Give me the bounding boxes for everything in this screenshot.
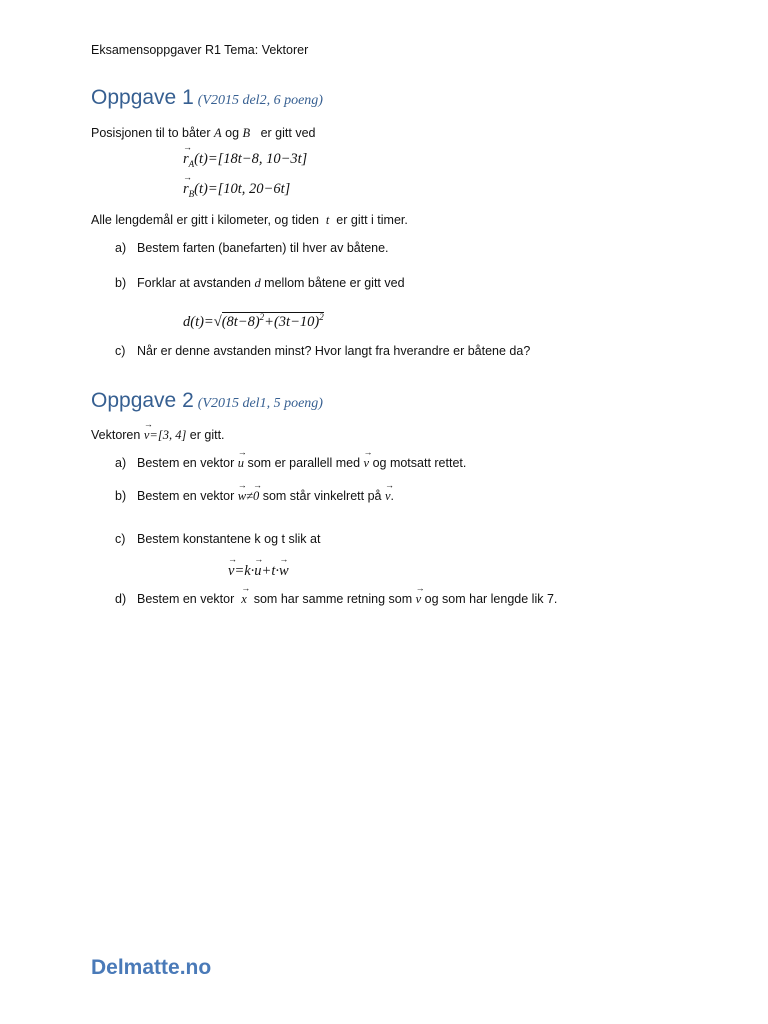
task1-units-post: er gitt i timer. <box>336 213 408 227</box>
task2-item-d <box>115 592 557 607</box>
task2-d-label: d) <box>115 592 127 606</box>
equation-rb-lhs: → r <box>183 181 189 198</box>
radicand-exp-1: 2 <box>259 312 265 322</box>
equation-distance <box>183 312 324 331</box>
task2-d-mid: som har samme retning som <box>253 592 413 606</box>
task1-title: Oppgave 1 <box>91 86 194 109</box>
task2-b-neq: ≠ <box>246 489 253 503</box>
task1-units <box>91 213 408 228</box>
eq-v: → v <box>228 563 234 580</box>
task1-intro-b: B <box>242 126 251 140</box>
task1-units-t: t <box>325 213 330 227</box>
task2-d-v: → v <box>416 592 422 607</box>
task2-a-pre: Bestem en vektor <box>137 456 235 470</box>
page-header: Eksamensoppgaver R1 Tema: Vektorer <box>91 43 309 57</box>
footer-logo-text: Delmatte.no <box>91 956 212 979</box>
task1-intro-a: A <box>214 126 222 140</box>
equation-rb-rhs: (t)=[10t, 20−6t] <box>194 181 291 197</box>
task2-meta: (V2015 del1, 5 poeng) <box>197 396 323 411</box>
equation-ra-sub: A <box>188 158 195 169</box>
task1-b-label: b) <box>115 276 127 290</box>
task1-c-label: c) <box>115 344 126 358</box>
task2-b-label: b) <box>115 489 127 503</box>
task1-item-a <box>115 241 389 255</box>
task2-b-mid: som står vinkelrett på <box>262 489 382 503</box>
radicand-term-2: (3t−10) <box>273 313 320 330</box>
task2-a-mid: som er parallell med <box>247 456 361 470</box>
task2-d-x: → x <box>241 592 247 607</box>
task2-heading <box>91 389 323 413</box>
equation-ra <box>183 151 307 169</box>
task1-c-text: Når er denne avstanden minst? Hvor langt fra hverandre er båtene da? <box>137 344 531 358</box>
task2-intro-v: → v <box>144 428 150 443</box>
task2-item-c <box>115 532 320 546</box>
eq-plus: +t· <box>261 563 279 579</box>
equation-distance-radicand <box>222 312 324 330</box>
task2-c-text: Bestem konstantene k og t slik at <box>137 532 321 546</box>
task1-item-c <box>115 344 530 358</box>
task1-b-post: mellom båtene er gitt ved <box>264 276 405 290</box>
equation-ra-rhs: (t)=[18t−8, 10−3t] <box>194 151 308 167</box>
task2-d-post: og som har lengde lik 7. <box>424 592 558 606</box>
task2-intro-post: er gitt. <box>189 428 225 442</box>
task1-b-pre: Forklar at avstanden <box>137 276 251 290</box>
task2-item-b <box>115 489 394 504</box>
equation-distance-lhs: d(t)=√ <box>183 313 222 330</box>
radicand-exp-2: 2 <box>319 312 324 322</box>
equation-ra-lhs: → r <box>183 151 189 168</box>
task1-b-d: d <box>254 276 261 290</box>
equation-rb-sub: B <box>188 188 195 199</box>
task2-b-zero: → 0 <box>253 489 259 504</box>
task1-meta: (V2015 del2, 6 poeng) <box>197 93 323 108</box>
task1-intro <box>91 126 315 141</box>
task2-c-label: c) <box>115 532 126 546</box>
task2-b-w: → w <box>238 489 246 504</box>
task2-d-pre: Bestem en vektor <box>137 592 235 606</box>
task2-b-v: → v <box>385 489 391 504</box>
task2-a-label: a) <box>115 456 127 470</box>
task1-intro-og: og <box>225 126 240 140</box>
radicand-plus: + <box>264 313 274 330</box>
task2-a-u: → u <box>238 456 244 471</box>
eq-u: → u <box>254 563 261 580</box>
task2-intro-eq: =[3, 4] <box>149 428 187 442</box>
equation-rb <box>183 181 290 199</box>
task1-a-text: Bestem farten (banefarten) til hver av båtene. <box>137 241 389 255</box>
task1-units-pre: Alle lengdemål er gitt i kilometer, og tiden <box>91 213 319 227</box>
task2-a-post: og motsatt rettet. <box>372 456 467 470</box>
eq-mid: =k· <box>234 563 255 579</box>
task2-intro-pre: Vektoren <box>91 428 141 442</box>
task2-intro <box>91 428 225 443</box>
task1-intro-post: er gitt ved <box>260 126 316 140</box>
task2-item-a <box>115 456 466 471</box>
radicand-term-1: (8t−8) <box>221 313 260 330</box>
task2-b-post: . <box>390 489 395 503</box>
task2-a-v: → v <box>364 456 370 471</box>
task1-heading <box>91 86 323 110</box>
task1-item-b <box>115 276 405 291</box>
task1-intro-pre: Posisjonen til to båter <box>91 126 211 140</box>
task1-a-label: a) <box>115 241 127 255</box>
task2-title: Oppgave 2 <box>91 389 194 412</box>
task2-b-pre: Bestem en vektor <box>137 489 235 503</box>
eq-w: → w <box>279 563 289 580</box>
equation-linear-combination <box>228 563 289 580</box>
